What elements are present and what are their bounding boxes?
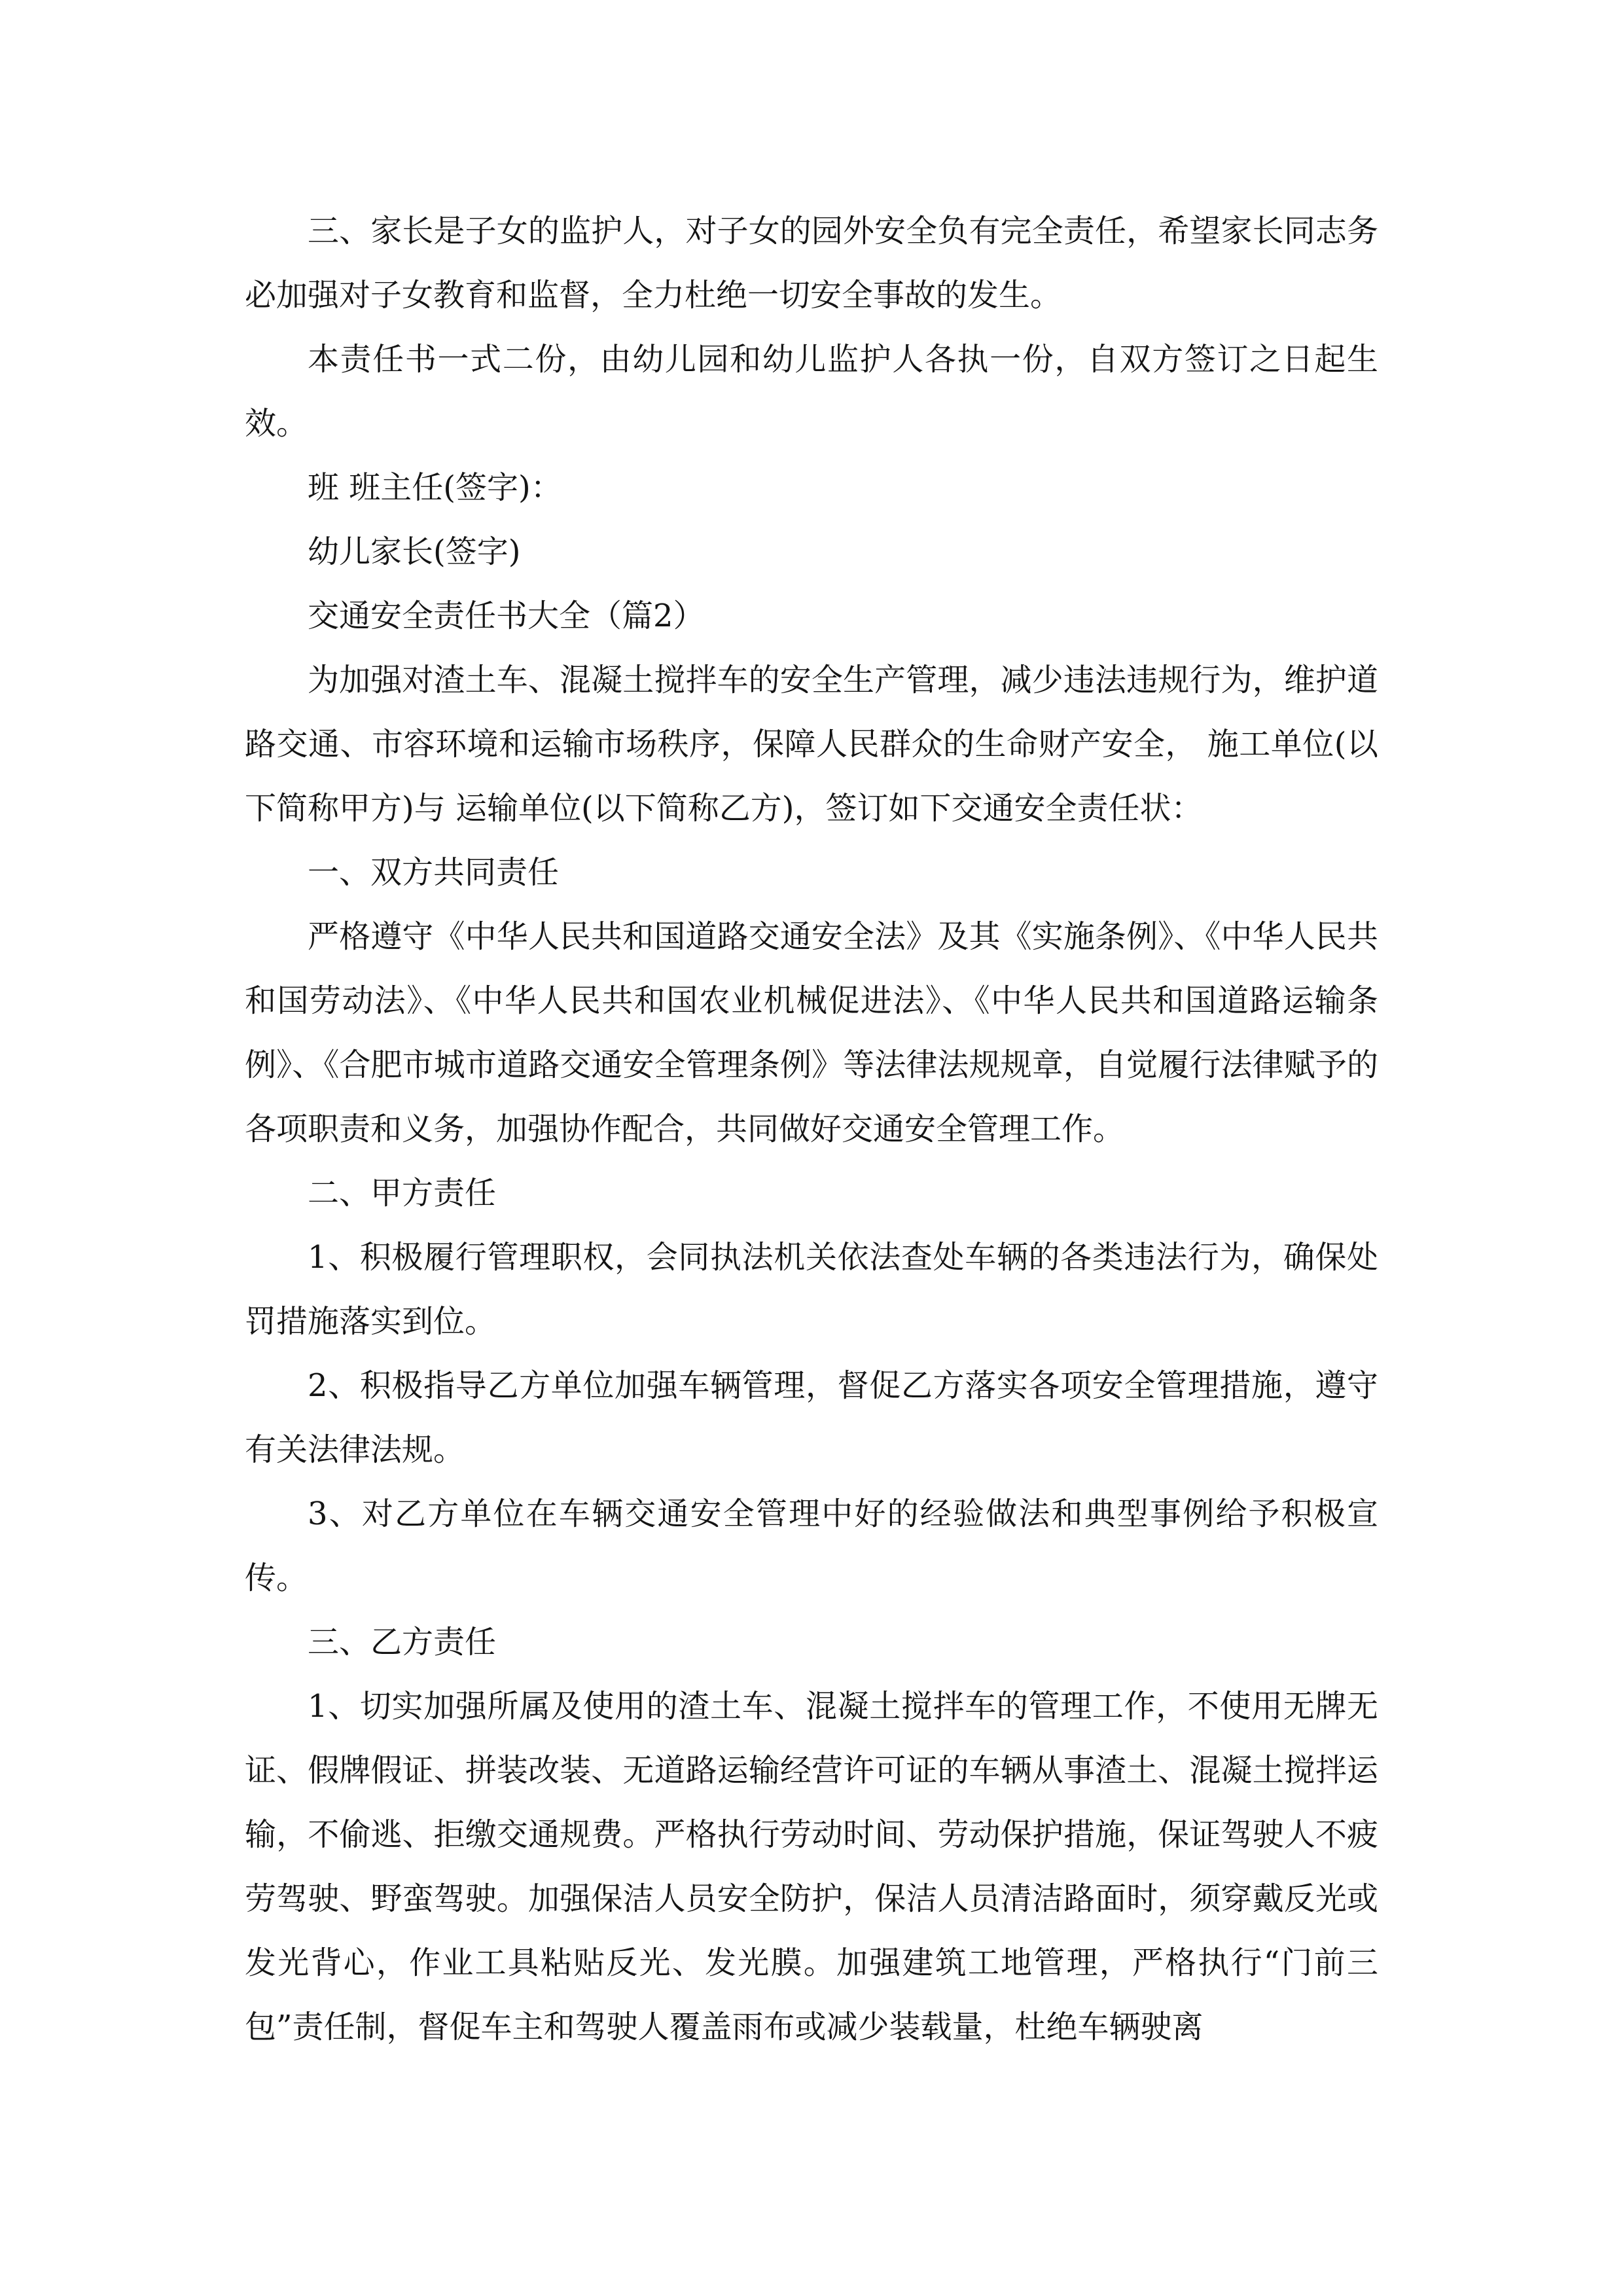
paragraph-copies-effective: 本责任书一式二份，由幼儿园和幼儿监护人各执一份，自双方签订之日起生效。 — [245, 341, 1378, 442]
paragraph-laws-compliance: 严格遵守《中华人民共和国道路交通安全法》及其《实施条例》、《中华人民共和国劳动法》、《中华人民共和国农业机械促进法》、《中华人民共和国道路运输条例》、《合肥市城市道路交通安全管理条例》等法律法规规章，自觉履行法律赋予的各项职责和义务，加强协作配合，共同做好交通安全管理工作。 — [245, 918, 1378, 1147]
paragraph-party-a-item-2: 2、积极指导乙方单位加强车辆管理，督促乙方落实各项安全管理措施，遵守有关法律法规。 — [245, 1367, 1378, 1468]
heading-party-a-responsibility: 二、甲方责任 — [308, 1175, 497, 1211]
heading-party-b-responsibility: 三、乙方责任 — [308, 1624, 497, 1660]
paragraph-party-a-item-3: 3、对乙方单位在车辆交通安全管理中好的经验做法和典型事例给予积极宣传。 — [245, 1496, 1378, 1596]
paragraph-teacher-signature: 班 班主任(签字)： — [308, 469, 562, 506]
paragraph-intro: 为加强对渣土车、混凝土搅拌车的安全生产管理，减少违法违规行为，维护道路交通、市容环境和运输市场秩序，保障人民群众的生命财产安全， 施工单位(以下简称甲方)与 运输单位(以下简称乙方)，签订如下交通安全责任状： — [245, 662, 1378, 827]
paragraph-party-a-item-1: 1、积极履行管理职权，会同执法机关依法查处车辆的各类违法行为，确保处罚措施落实到位。 — [245, 1239, 1378, 1340]
section-title-part-2: 交通安全责任书大全（篇2） — [308, 598, 705, 634]
paragraph-parent-signature: 幼儿家长(签字) — [308, 533, 521, 570]
paragraph-parent-responsibility: 三、家长是子女的监护人，对子女的园外安全负有完全责任，希望家长同志务必加强对子女教育和监督，全力杜绝一切安全事故的发生。 — [245, 213, 1378, 314]
document-body — [245, 199, 1378, 2059]
paragraph-party-b-item-1: 1、切实加强所属及使用的渣土车、混凝土搅拌车的管理工作，不使用无牌无证、假牌假证、拼装改装、无道路运输经营许可证的车辆从事渣土、混凝土搅拌运输，不偷逃、拒缴交通规费。严格执行劳动时间、劳动保护措施，保证驾驶人不疲劳驾驶、野蛮驾驶。加强保洁人员安全防护，保洁人员清洁路面时，须穿戴反光或发光背心，作业工具粘贴反光、发光膜。加强建筑工地管理，严格执行“门前三包”责任制，督促车主和驾驶人覆盖雨布或减少装载量，杜绝车辆驶离 — [245, 1688, 1378, 2045]
heading-joint-responsibility: 一、双方共同责任 — [308, 854, 560, 891]
